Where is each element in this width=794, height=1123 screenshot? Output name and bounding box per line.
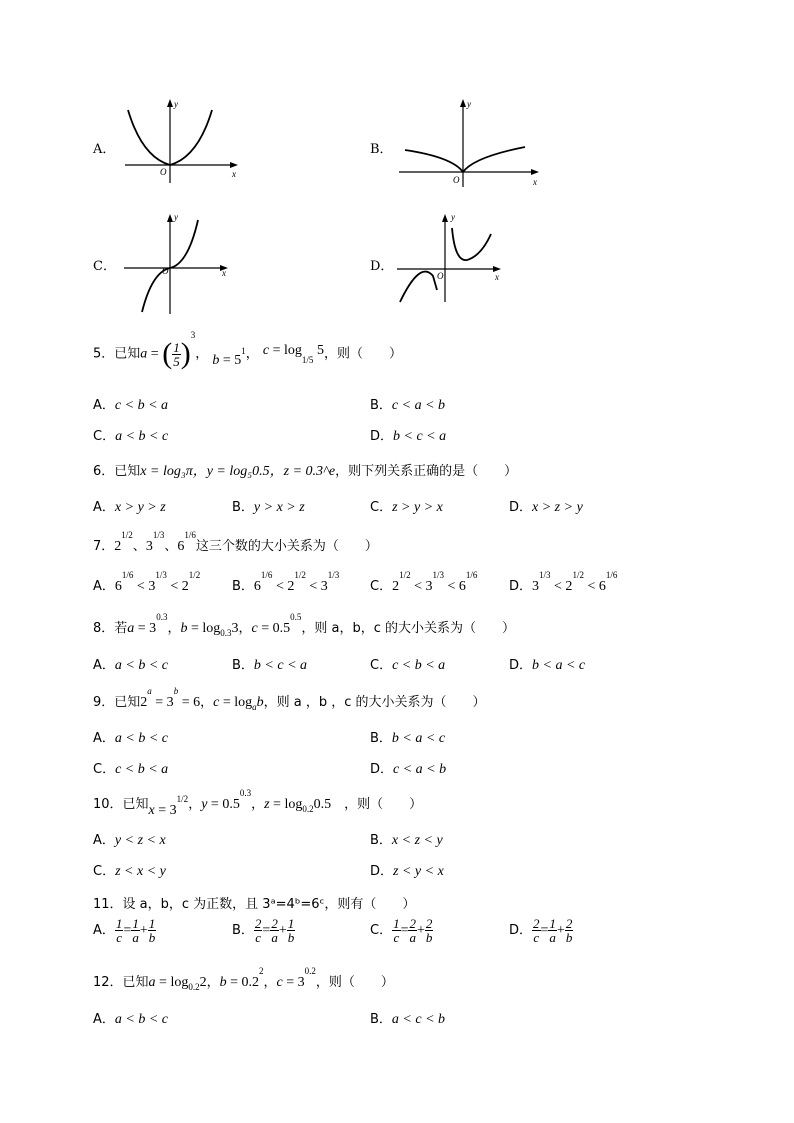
q4-b-y-label: y [467,99,471,109]
q5-prefix: 5．已知 [93,346,141,362]
q7-option-c[interactable]: C．$2^{1/2} < 3^{1/3} < 6^{1/6}$ [370,570,478,594]
q4-graph-a [120,95,240,185]
q7-option-b[interactable]: B．$6^{1/6} < 2^{1/2} < 3^{1/3}$ [232,570,340,594]
q10-option-b[interactable]: B．x < z < y [370,833,443,848]
q6-option-b[interactable]: B．y > x > z [232,500,305,515]
q4-b-origin-label: O [453,175,460,185]
q4-option-c-label: C． [93,259,116,274]
q9-option-a[interactable]: A．a < b < c [93,731,169,746]
q4-d-x-label: x [495,272,499,282]
q6-option-c[interactable]: C．z > y > x [370,500,443,515]
q9-option-b[interactable]: B．b < a < c [370,731,446,746]
q4-d-origin-label: O [437,271,444,281]
q9-stem: 9．已知$2^a = 3^b = 6$，$c = \log_ab$，则 a ，b ，c 的大小关系为（ ） [93,686,486,712]
q6-stem: 6．已知x = log₃π，y = log₅0.5，z = 0.3^e，则下列关系正确的是（ ） [93,464,518,479]
q4-d-y-label: y [451,212,455,222]
q10-option-a[interactable]: A．y < z < x [93,833,166,848]
q12-option-b[interactable]: B．a < c < b [370,1012,446,1027]
q7-option-a[interactable]: A．$6^{1/6} < 3^{1/3} < 2^{1/2}$ [93,570,201,594]
q10-option-c[interactable]: C．z < x < y [93,864,166,879]
q4-option-a-label: A． [93,142,116,157]
q11-option-a[interactable]: A． $\frac{1}{c}$ = $\frac{1}{a}$ + $\frac{1}{b}$ [93,916,156,945]
q12-option-a[interactable]: A．a < b < c [93,1012,169,1027]
q4-a-y-label: y [174,99,178,109]
q8-option-d[interactable]: D．b < a < c [509,658,586,673]
q6-option-a[interactable]: A．x > y > z [93,500,166,515]
q10-option-d[interactable]: D．z < y < x [370,864,444,879]
q5-a: a [140,346,148,362]
q4-graph-b [397,95,542,190]
q5-option-c[interactable]: C．a < b < c [93,429,169,444]
q4-c-y-label: y [174,212,178,222]
q9-option-c[interactable]: C．c < b < a [93,762,169,777]
q5-c: c [262,342,270,358]
q12-stem: 12．已知$a = \log_{0.2}2$，$b = 0.2^2$，$c = 3^{0.2}$，则（ ） [93,966,394,992]
q4-a-origin-label: O [160,167,167,177]
q4-graph-d [395,210,505,305]
q8-option-b[interactable]: B．b < c < a [232,658,308,673]
q6-option-d[interactable]: D．x > z > y [509,500,583,515]
q10-stem: 10．已知$x = 3^{1/2}$，$y = 0.5^{0.3}$，$z = \log_{0.2}0.5$ ，则（ ） [93,788,423,818]
q5-stem: 5．已知a = ( $\frac{1}{5}$ )$^3$， $b = 5^1$， $c = \log_{1/5} 5$，则（ ） [93,330,402,370]
q4-c-origin-label: O [162,266,169,276]
q4-graph-c [122,210,232,315]
q4-a-x-label: x [232,169,236,179]
q5-suffix: ，则（ ） [323,346,402,362]
q11-option-c[interactable]: C． $\frac{1}{c}$ = $\frac{2}{a}$ + $\frac{2}{b}$ [370,916,433,945]
q8-stem: 8．若$a = 3^{0.3}$，$b = \log_{0.3}3$，$c = 0.5^{0.5}$，则 a，b，c 的大小关系为（ ） [93,612,516,638]
q5-option-d[interactable]: D．b < c < a [370,429,447,444]
q4-b-x-label: x [533,177,537,187]
q7-stem: 7．$2^{1/2}$、$3^{1/3}$、$6^{1/6}$这三个数的大小关系为（ ） [93,530,378,554]
q9-option-d[interactable]: D．c < a < b [370,762,447,777]
q4-option-d-label: D． [370,259,394,274]
q11-option-d[interactable]: D． $\frac{2}{c}$ = $\frac{1}{a}$ + $\frac{2}{b}$ [509,916,573,945]
q5-option-a[interactable]: A．c < b < a [93,398,169,413]
q4-option-b-label: B． [370,142,393,157]
q4-c-x-label: x [222,268,226,278]
q5-b: b [212,352,220,368]
q11-stem: 11．设 a，b，c 为正数，且 3ᵃ=4ᵇ=6ᶜ，则有（ ） [93,897,416,912]
q11-option-b[interactable]: B． $\frac{2}{c}$ = $\frac{2}{a}$ + $\frac{1}{b}$ [232,916,295,945]
q8-option-a[interactable]: A．a < b < c [93,658,169,673]
q6-body: x = log₃π，y = log₅0.5，z = 0.3^e [140,464,336,479]
q7-option-d[interactable]: D．$3^{1/3} < 2^{1/2} < 6^{1/6}$ [509,570,618,594]
q5-option-b[interactable]: B．c < a < b [370,398,446,413]
q8-option-c[interactable]: C．c < b < a [370,658,446,673]
